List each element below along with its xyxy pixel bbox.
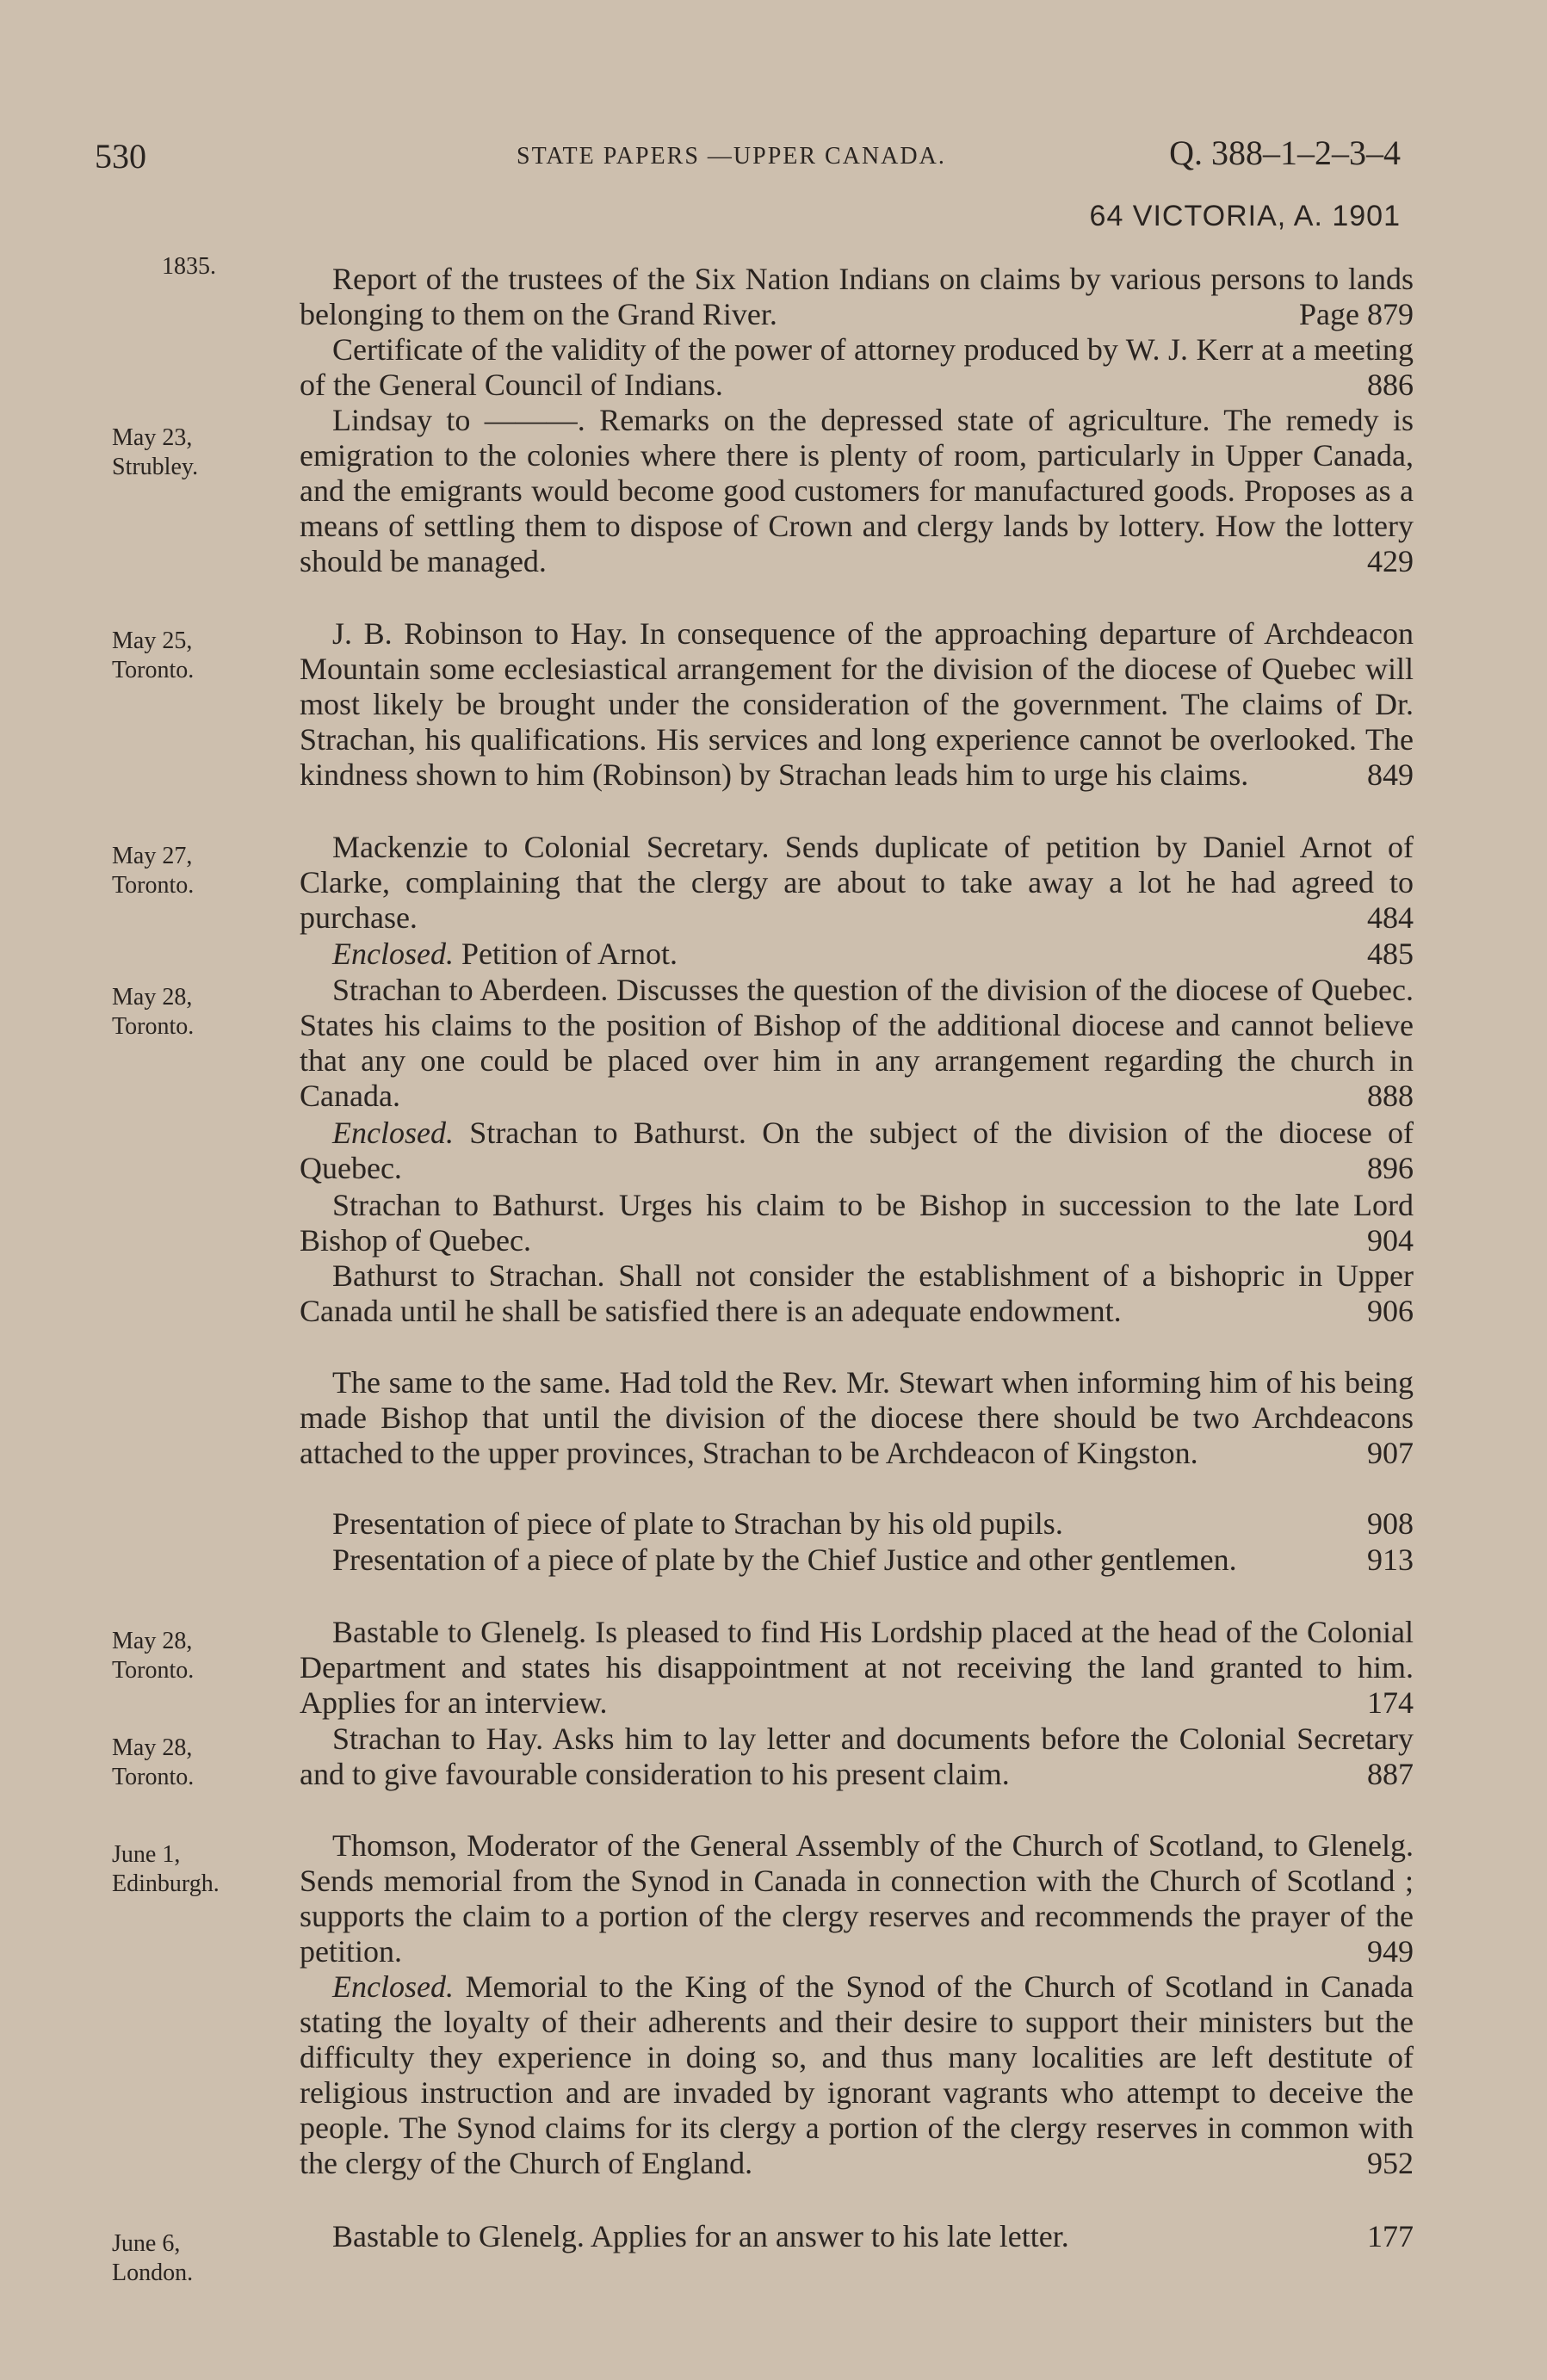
entry-date: June 6, — [112, 2230, 181, 2257]
entry-date: May 28, — [112, 1628, 193, 1654]
entry-text: Petition of Arnot. — [461, 937, 678, 971]
calendar-entry — [300, 1828, 1414, 1969]
calendar-entry — [300, 830, 1414, 936]
margin-note — [112, 842, 284, 900]
entry-page-ref: 485 — [1367, 937, 1414, 971]
entry-page-ref: 949 — [1367, 1934, 1414, 1969]
entry-page-ref: 904 — [1367, 1223, 1414, 1258]
entry-place: Toronto. — [112, 1657, 195, 1684]
calendar-entry — [300, 1722, 1414, 1792]
entry-page-ref: 907 — [1367, 1436, 1414, 1470]
margin-note — [112, 1734, 284, 1792]
running-title: STATE PAPERS —UPPER CANADA. — [517, 143, 946, 170]
entry-page-ref: 906 — [1367, 1294, 1414, 1328]
calendar-entry — [300, 403, 1414, 579]
entry-text: Strachan to Aberdeen. Discusses the question of the division of the diocese of Quebec. States his claims to the position of Bishop of the additional diocese and cannot believe that any one could be placed over him in any arrangement regarding the church in Canada. — [300, 973, 1414, 1113]
calendar-entry — [300, 2219, 1414, 2254]
entry-text: Certificate of the validity of the power of attorney produced by W. J. Kerr at a meeting of the General Council of Indians. — [300, 332, 1414, 402]
calendar-entry — [300, 262, 1414, 332]
calendar-entry — [300, 1969, 1414, 2181]
margin-note — [112, 983, 284, 1042]
entry-place: Toronto. — [112, 872, 195, 899]
entry-text: J. B. Robinson to Hay. In consequence of the approaching departure of Archdeacon Mountain some ecclesiastical arrangement for the division of the diocese of Quebec will most likely be brought under the consideration of the government. The claims of Dr. Strachan, his qualifications. His services and long experience cannot be overlooked. The kindness shown to him (Robinson) by Strachan leads him to urge his claims. — [300, 616, 1414, 792]
entry-page-ref: 896 — [1367, 1151, 1414, 1185]
entry-place: London. — [112, 2259, 194, 2286]
entry-text: Thomson, Moderator of the General Assembly of the Church of Scotland, to Glenelg. Sends memorial from the Synod in Canada in connection with the Church of Scotland ; supports the claim to a portion of the clergy reserves and recommends the prayer of the petition. — [300, 1828, 1414, 1969]
calendar-entry — [300, 616, 1414, 793]
entry-page-ref: 177 — [1367, 2219, 1414, 2253]
entry-text: Strachan to Hay. Asks him to lay letter and documents before the Colonial Secretary and to give favourable consideration to his present claim. — [300, 1722, 1414, 1791]
entry-text: Lindsay to ———. Remarks on the depressed state of agriculture. The remedy is emigration to the colonies where there is plenty of room, particularly in Upper Canada, and the emigrants would become good customers for manufactured goods. Proposes as a means of settling them to dispose of Crown and clergy lands by lottery. How the lottery should be managed. — [300, 403, 1414, 578]
entry-place: Toronto. — [112, 657, 195, 683]
entry-page-ref: 888 — [1367, 1079, 1414, 1113]
entry-text: Presentation of piece of plate to Strachan by his old pupils. — [332, 1506, 1063, 1541]
calendar-entry — [300, 973, 1414, 1114]
entry-text: Mackenzie to Colonial Secretary. Sends duplicate of petition by Daniel Arnot of Clarke, complaining that the clergy are about to take away a lot he had agreed to purchase. — [300, 830, 1414, 935]
entry-text: Presentation of a piece of plate by the Chief Justice and other gentlemen. — [332, 1542, 1237, 1577]
calendar-entry — [300, 1258, 1414, 1329]
entry-date: May 28, — [112, 984, 193, 1011]
entry-page-ref: 886 — [1367, 368, 1414, 402]
page-number: 530 — [95, 137, 146, 176]
entry-page-ref: 174 — [1367, 1685, 1414, 1720]
entry-date: May 27, — [112, 843, 193, 869]
entry-date: June 1, — [112, 1841, 181, 1868]
session-label: 64 VICTORIA, A. 1901 — [1089, 200, 1401, 232]
calendar-entry — [300, 332, 1414, 403]
entry-text: The same to the same. Had told the Rev. Mr. Stewart when informing him of his being made Bishop that until the division of the diocese there should be two Archdeacons attached to the upper provinces, Strachan to be Archdeacon of Kingston. — [300, 1365, 1414, 1470]
entry-page-ref: 484 — [1367, 900, 1414, 935]
enclosed-label: Enclosed. — [332, 937, 454, 971]
entry-page-ref: 908 — [1367, 1506, 1414, 1541]
calendar-entry — [300, 1615, 1414, 1721]
entry-page-ref: 913 — [1367, 1542, 1414, 1577]
calendar-entry — [300, 1116, 1414, 1186]
series-reference: Q. 388–1–2–3–4 — [1169, 133, 1401, 172]
entry-text: Bathurst to Strachan. Shall not consider the establishment of a bishopric in Upper Canada until he shall be satisfied there is an adequate endowment. — [300, 1258, 1414, 1328]
entry-page-ref: 887 — [1367, 1757, 1414, 1791]
entry-date: May 28, — [112, 1734, 193, 1761]
margin-note — [112, 627, 284, 685]
entry-place: Toronto. — [112, 1764, 195, 1790]
calendar-entry — [300, 1506, 1414, 1542]
entry-place: Edinburgh. — [112, 1870, 220, 1897]
entry-text: Memorial to the King of the Synod of the Church of Scotland in Canada stating the loyalty of their adherents and their desire to support their ministers but the difficulty they experience in doing so, and thus many localities are left destitute of religious instruction and are invaded by ignorant vagrants who attempt to deceive the people. The Synod claims for its clergy a portion of the clergy reserves in common with the clergy of the Church of England. — [300, 1969, 1414, 2180]
entry-text: Bastable to Glenelg. Applies for an answer to his late letter. — [332, 2219, 1069, 2253]
entry-text: Strachan to Bathurst. On the subject of the division of the diocese of Quebec. — [300, 1116, 1414, 1185]
entry-page-ref: 849 — [1367, 757, 1414, 792]
entry-text: Report of the trustees of the Six Nation Indians on claims by various persons to lands belonging to them on the Grand River. — [300, 262, 1414, 331]
entry-text: Bastable to Glenelg. Is pleased to find His Lordship placed at the head of the Colonial Department and states his disappointment at not receiving the land granted to him. Applies for an interview. — [300, 1615, 1414, 1720]
entry-text: Strachan to Bathurst. Urges his claim to be Bishop in succession to the late Lord Bishop of Quebec. — [300, 1188, 1414, 1258]
margin-note — [112, 2229, 284, 2288]
calendar-entry — [300, 937, 1414, 972]
entry-page-ref: 429 — [1367, 544, 1414, 578]
entry-place: Toronto. — [112, 1013, 195, 1040]
margin-note — [112, 1840, 284, 1899]
enclosed-label: Enclosed. — [332, 1969, 454, 2004]
enclosed-label: Enclosed. — [332, 1116, 454, 1150]
entry-date: May 25, — [112, 627, 193, 654]
margin-note — [112, 423, 284, 482]
calendar-entry — [300, 1188, 1414, 1258]
year-label: 1835. — [162, 253, 216, 280]
entry-page-ref: 952 — [1367, 2146, 1414, 2180]
calendar-entry — [300, 1365, 1414, 1471]
entry-place: Strubley. — [112, 454, 199, 480]
calendar-entry — [300, 1542, 1414, 1578]
margin-note — [112, 1627, 284, 1685]
entry-page-ref: Page 879 — [1299, 297, 1414, 331]
entry-date: May 23, — [112, 424, 193, 451]
